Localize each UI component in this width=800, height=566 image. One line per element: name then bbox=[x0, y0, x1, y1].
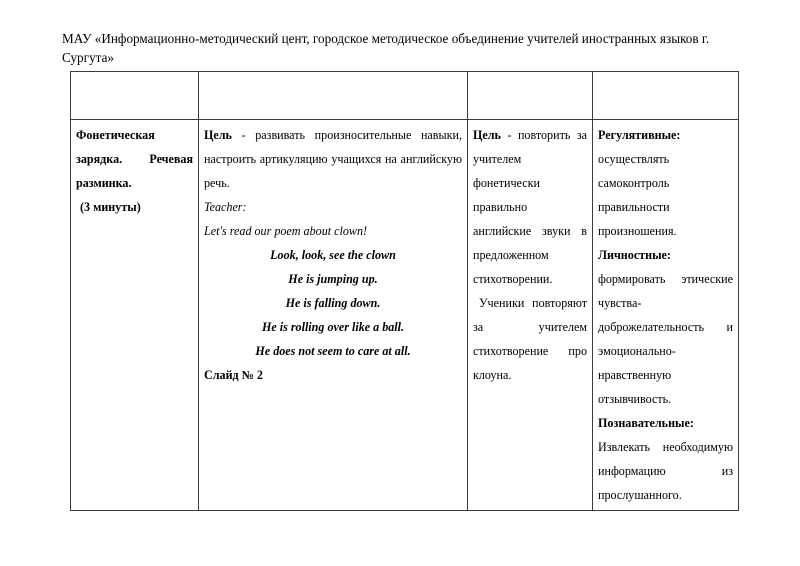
poem-line: He is rolling over like a ball. bbox=[261, 320, 405, 334]
lesson-plan-table bbox=[70, 71, 739, 511]
student-goal-label: Цель bbox=[473, 128, 501, 142]
cell-teacher-activity bbox=[199, 120, 468, 511]
stage-name: Фонетическая зарядка. Речевая разминка. bbox=[76, 128, 193, 190]
uud-text-cognitive: Извлекать необходимую информацию из прослушанного. bbox=[598, 440, 733, 502]
header-cell-student bbox=[468, 72, 593, 120]
document-title: МАУ «Информационно-методический цент, городское методическое объединение учителей иностранных языков г. Сургута» bbox=[62, 31, 710, 65]
poem-line: Look, look, see the clown bbox=[270, 248, 396, 262]
uud-heading-cognitive: Познавательные: bbox=[598, 416, 694, 430]
uud-text-regulative: осуществлять самоконтроль правильности произношения. bbox=[598, 152, 677, 238]
student-goal bbox=[473, 123, 587, 291]
teacher-goal-label: Цель bbox=[204, 128, 232, 142]
poem-line: He is jumping up. bbox=[288, 272, 378, 286]
cell-uud bbox=[593, 120, 739, 511]
uud-heading-personal: Личностные: bbox=[598, 248, 671, 262]
student-note: Ученики повторяют за учителем стихотворение про клоуна. bbox=[473, 296, 587, 382]
poem-line: He is falling down. bbox=[285, 296, 381, 310]
student-goal-text: - повторить за учителем фонетически правильно английские звуки в предложенном стихотворении. bbox=[473, 128, 587, 286]
teacher-goal bbox=[204, 123, 462, 195]
teacher-speaker-label: Teacher: bbox=[204, 200, 247, 214]
table-row bbox=[71, 120, 739, 511]
stage-duration: (3 минуты) bbox=[80, 200, 141, 214]
teacher-prompt: Let's read our poem about clown! bbox=[204, 224, 368, 238]
header-cell-uud bbox=[593, 72, 739, 120]
teacher-goal-text: - развивать произносительные навыки, настроить артикуляцию учащихся на английскую речь. bbox=[204, 128, 462, 190]
slide-reference: Слайд № 2 bbox=[204, 368, 263, 382]
header-cell-teacher bbox=[199, 72, 468, 120]
uud-text-personal: формировать этические чувства- доброжелательность и эмоционально-нравственную отзывчивость. bbox=[598, 272, 733, 406]
poem-block bbox=[204, 243, 462, 363]
header-cell-stage bbox=[71, 72, 199, 120]
table-header-row bbox=[71, 72, 739, 120]
cell-student-activity bbox=[468, 120, 593, 511]
cell-lesson-stage bbox=[71, 120, 199, 511]
uud-heading-regulative: Регулятивные: bbox=[598, 128, 681, 142]
poem-line: He does not seem to care at all. bbox=[255, 344, 411, 358]
